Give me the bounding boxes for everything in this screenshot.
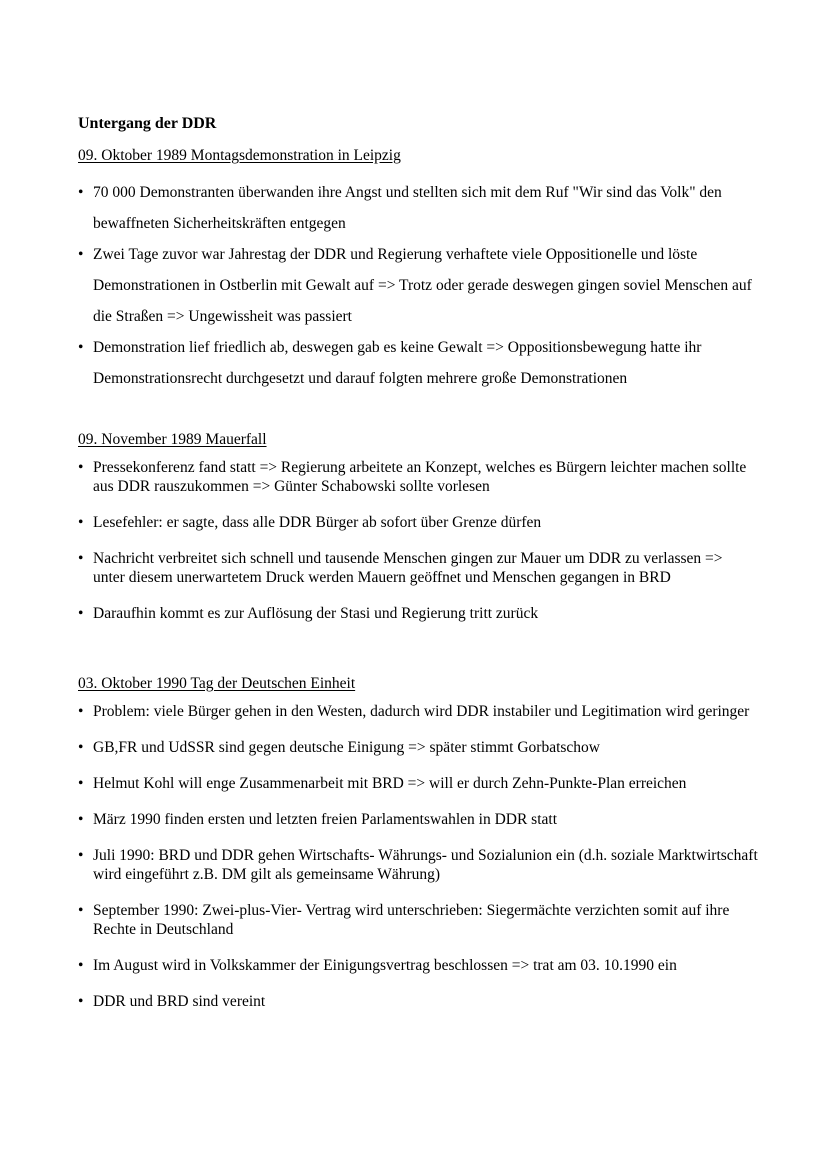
section-heading: 09. November 1989 Mauerfall: [78, 431, 267, 448]
list-item: • Problem: viele Bürger gehen in den Westen, dadurch wird DDR instabiler und Legitimation wird geringer: [78, 702, 758, 721]
list-item: • März 1990 finden ersten und letzten freien Parlamentswahlen in DDR statt: [78, 810, 758, 829]
list-item: • Lesefehler: er sagte, dass alle DDR Bürger ab sofort über Grenze dürfen: [78, 513, 758, 532]
list-item: • DDR und BRD sind vereint: [78, 992, 758, 1011]
section-montagsdemonstration: [78, 146, 758, 394]
list-item: • Pressekonferenz fand statt => Regierung arbeitete an Konzept, welches es Bürgern leichter machen sollte aus DDR rauszukommen => Günter Schabowski sollte vorlesen: [78, 458, 758, 496]
section-heading: 03. Oktober 1990 Tag der Deutschen Einheit: [78, 675, 356, 692]
document-page: [78, 114, 758, 1028]
list-item: • Daraufhin kommt es zur Auflösung der Stasi und Regierung tritt zurück: [78, 604, 758, 623]
bullet-list: [78, 177, 758, 394]
document-title: Untergang der DDR: [78, 115, 217, 132]
section-heading: 09. Oktober 1989 Montagsdemonstration in Leipzig: [78, 147, 401, 164]
list-item: • Nachricht verbreitet sich schnell und tausende Menschen gingen zur Mauer um DDR zu verlassen => unter diesem unerwartetem Druck werden Mauern geöffnet und Menschen gegangen in BRD: [78, 549, 758, 587]
list-item: • Helmut Kohl will enge Zusammenarbeit mit BRD => will er durch Zehn-Punkte-Plan erreichen: [78, 774, 758, 793]
list-item: • Demonstration lief friedlich ab, deswegen gab es keine Gewalt => Oppositionsbewegung hatte ihr Demonstrationsrecht durchgesetzt und darauf folgten mehrere große Demonstrationen: [78, 332, 758, 394]
section-deutsche-einheit: [78, 674, 758, 1011]
bullet-list: [78, 458, 758, 623]
list-item: • September 1990: Zwei-plus-Vier- Vertrag wird unterschrieben: Siegermächte verzichten somit auf ihre Rechte in Deutschland: [78, 901, 758, 939]
list-item: • Im August wird in Volkskammer der Einigungsvertrag beschlossen => trat am 03. 10.1990 ein: [78, 956, 758, 975]
bullet-list: [78, 702, 758, 1011]
section-mauerfall: [78, 430, 758, 623]
list-item: • Juli 1990: BRD und DDR gehen Wirtschafts- Währungs- und Sozialunion ein (d.h. soziale Marktwirtschaft wird eingeführt z.B. DM gilt als gemeinsame Währung): [78, 846, 758, 884]
list-item: • Zwei Tage zuvor war Jahrestag der DDR und Regierung verhaftete viele Oppositionelle und löste Demonstrationen in Ostberlin mit Gewalt auf => Trotz oder gerade deswegen gingen soviel Menschen auf die Straßen => Ungewissheit was passiert: [78, 239, 758, 332]
list-item: • 70 000 Demonstranten überwanden ihre Angst und stellten sich mit dem Ruf "Wir sind das Volk" den bewaffneten Sicherheitskräften entgegen: [78, 177, 758, 239]
list-item: • GB,FR und UdSSR sind gegen deutsche Einigung => später stimmt Gorbatschow: [78, 738, 758, 757]
